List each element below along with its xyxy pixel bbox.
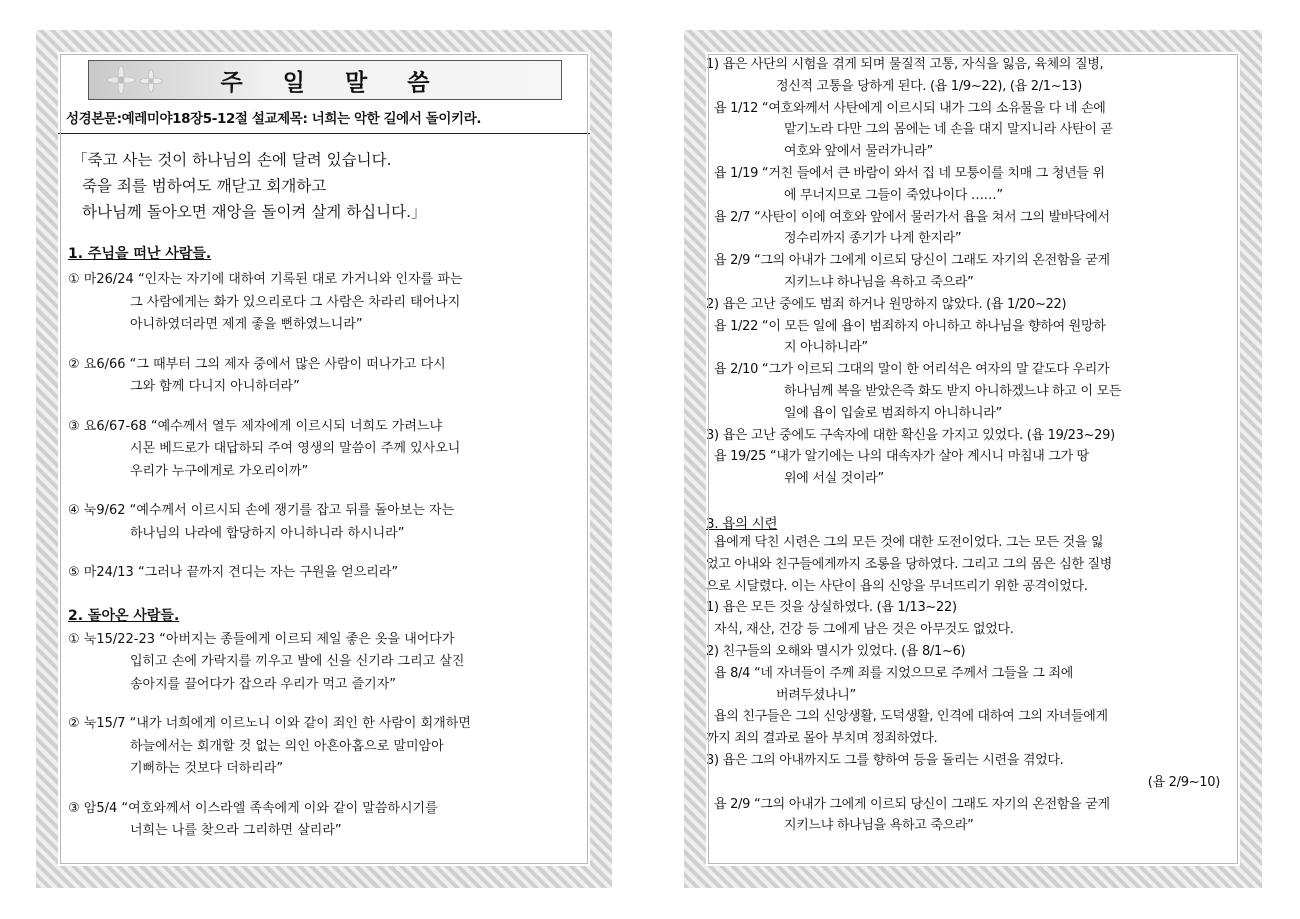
text-line: 2) 욥은 고난 중에도 범죄 하거나 원망하지 않았다. (욥 1/20~22) [706,296,1067,312]
verse-line: 그 사람에게는 화가 있으리로다 그 사람은 차라리 태어나지 [130,294,461,310]
text-line: 지 아니하니라” [784,340,868,356]
verse-line: ① 눅15/22-23 “아버지는 종들에게 이르되 제일 좋은 옷을 내어다가 [68,631,455,647]
verse-line: ② 눅15/7 “내가 너희에게 이르노니 이와 같이 죄인 한 사람이 회개하면 [68,716,471,731]
text-line: 3) 욥은 그의 아내까지도 그를 향하여 등을 돌리는 시련을 겪었다. [706,752,1064,768]
text-line: 욥 2/7 “사탄이 이에 여호와 앞에서 물러가서 욥을 쳐서 그의 발바닥에서 [714,209,1110,225]
text-line: 여호와 앞에서 물러가니라” [784,144,933,160]
text-line: 위에 서실 것이라” [784,471,884,487]
paragraph [706,532,1234,597]
verse-line: ⑤ 마24/13 “그러나 끝까지 견디는 자는 구원을 얻으리라” [68,565,399,580]
verse-item [706,54,1234,98]
text-line: 욥의 친구들은 그의 신앙생활, 도덕생활, 인격에 대하여 그의 자녀들에게 [714,709,1108,725]
text-line: 1) 욥은 모든 것을 상실하였다. (욥 1/13~22) [706,600,957,616]
verse-line: 하나님의 나라에 합당하지 아니하니라 하시니라” [130,525,405,541]
verse-item [706,294,1234,316]
verse-item [68,629,582,697]
verse-line: 너희는 나를 찾으라 그리하면 살리라” [130,823,342,838]
text-line: 3) 욥은 고난 중에도 구속자에 대한 확신을 가지고 있었다. (욥 19/23~29) [706,427,1115,443]
verse-item [68,798,582,843]
section-heading: 3. 욥의 시련 [706,515,778,532]
verse-item [706,250,1234,294]
text-line: 에 무너지므로 그들이 죽었나이다 ……” [784,187,1003,203]
verse-line: 그와 함께 다니지 아니하더라” [130,379,300,394]
text-line: 욥 19/25 “내가 알기에는 나의 대속자가 살아 계시니 마침내 그가 땅 [714,449,1089,465]
key-quote [72,147,582,225]
verse-item [68,269,582,337]
verse-item [68,562,582,585]
verse-item [706,207,1234,251]
quote-line: 하나님께 돌아오면 재앙을 돌이켜 살게 하십니다.」 [82,203,427,221]
text-line: 2) 친구들의 오해와 멸시가 있었다. (욥 8/1~6) [706,643,966,659]
right-page [684,30,1262,888]
daisy-flower-icon [99,64,179,96]
text-line: 자식, 재산, 건강 등 그에게 남은 것은 아무것도 없었다. [714,622,1014,638]
verse-item [706,794,1234,838]
verse-item [706,425,1234,447]
verse-line: ① 마26/24 “인자는 자기에 대하여 기록된 대로 가거니와 인자를 파는 [68,272,463,287]
verse-item [68,713,582,781]
verse-item [68,500,582,545]
text-line: 욥 1/22 “이 모든 일에 욥이 범죄하지 아니하고 하나님을 향하여 원망하 [714,318,1106,334]
page-title: 주 일 말 씀 [220,69,446,96]
title-banner [88,60,562,100]
text-line: 었고 아내와 친구들에게까지 조롱을 당하였다. 그리고 그의 몸은 심한 질병 [706,556,1113,572]
text-line: 욥 2/9 “그의 아내가 그에게 이르되 당신이 그래도 자기의 온전함을 굳게 [714,796,1110,812]
verse-item [68,354,582,399]
text-line: 지키느냐 하나님을 욕하고 죽으라” [784,274,974,290]
verse-item [706,446,1234,490]
verse-line: 기뻐하는 것보다 더하리라” [130,761,284,776]
verse-line: 우리가 누구에게로 가오리이까” [130,463,309,479]
verse-line: 시몬 베드로가 대답하되 주여 영생의 말씀이 주께 있사오니 [130,441,461,456]
divider [58,133,590,134]
text-line: 지키느냐 하나님을 욕하고 죽으라” [784,818,974,834]
text-line: 으로 시달렸다. 이는 사단이 욥의 신앙을 무너뜨리기 위한 공격이었다. [706,578,1088,594]
verse-line: ③ 암5/4 “여호와께서 이스라엘 족속에게 이와 같이 말씀하시기를 [68,800,438,816]
verse-line: 입히고 손에 가락지를 끼우고 발에 신을 신기라 그리고 살진 [130,654,465,669]
verse-item [706,163,1234,207]
verse-line: 아니하였더라면 제게 좋을 뻔하였느니라” [130,317,363,332]
verse-item [706,359,1234,424]
left-page [36,30,612,888]
verse-line: 하늘에서는 회개할 것 없는 의인 아흔아홉으로 말미암아 [130,738,444,754]
text-line: 일에 욥이 입술로 범죄하지 아니하니라” [784,405,1002,421]
text-line: 욥 2/9 “그의 아내가 그에게 이르되 당신이 그래도 자기의 온전함을 굳게 [714,253,1110,269]
reference: (욥 2/9~10) [1147,774,1220,790]
verse-item [706,98,1234,163]
text-line: 욥 8/4 “네 자녀들이 주께 죄를 지었으므로 주께서 그들을 그 죄에 [714,665,1073,681]
text-line: 하나님께 복을 받았은즉 화도 받지 아니하겠느냐 하고 이 모든 [784,383,1122,399]
verse-item [706,663,1234,707]
verse-line: ④ 눅9/62 “예수께서 이르시되 손에 쟁기를 잡고 뒤를 돌아보는 자는 [68,503,455,518]
quote-line: 「죽고 사는 것이 하나님의 손에 달려 있습니다. [72,151,392,169]
section-heading: 1. 주님을 떠난 사람들. [68,246,212,262]
text-line: 욥 2/10 “그가 이르되 그대의 말이 한 어리석은 여자의 말 같도다 우리가 [714,362,1110,378]
text-line: 정신적 고통을 당하게 된다. (욥 1/9~22), (욥 2/1~13) [776,78,1083,94]
text-line: 욥 1/12 “여호와께서 사탄에게 이르시되 내가 그의 소유물을 다 네 손에 [714,100,1106,116]
verse-line: 송아지를 끌어다가 잡으라 우리가 먹고 즐기자” [130,676,396,692]
verse-item [706,316,1234,360]
text-line: 욥 1/19 “거친 들에서 큰 바람이 와서 집 네 모퉁이를 치매 그 청년들 위 [714,165,1105,181]
text-line: 정수리까지 종기가 나게 한지라” [784,231,962,247]
text-line: 버려두셨나니” [776,687,856,703]
text-line: 욥에게 닥친 시련은 그의 모든 것에 대한 도전이었다. 그는 모든 것을 잃 [714,534,1104,550]
paragraph [706,706,1234,750]
verse-line: ③ 요6/67-68 “예수께서 열두 제자에게 이르시되 너희도 가려느냐 [68,418,443,434]
verse-line: ② 요6/66 “그 때부터 그의 제자 중에서 많은 사람이 떠나가고 다시 [68,356,446,372]
text-line: 맡기노라 다만 그의 몸에는 네 손을 대지 말지니라 사탄이 곧 [784,122,1113,138]
text-line: 까지 죄의 결과로 몰아 부치며 정죄하였다. [706,731,938,747]
quote-line: 죽을 죄를 범하여도 깨닫고 회개하고 [82,177,327,195]
verse-item [68,416,582,484]
text-line: 1) 욥은 사단의 시험을 겪게 되며 물질적 고통, 자식을 잃음, 육체의 질병, [706,57,1104,72]
sermon-info: 성경본문:예레미야18장5-12절 설교제목: 너희는 악한 길에서 돌이키라. [66,111,482,127]
section-heading: 2. 돌아온 사람들. [68,607,180,624]
